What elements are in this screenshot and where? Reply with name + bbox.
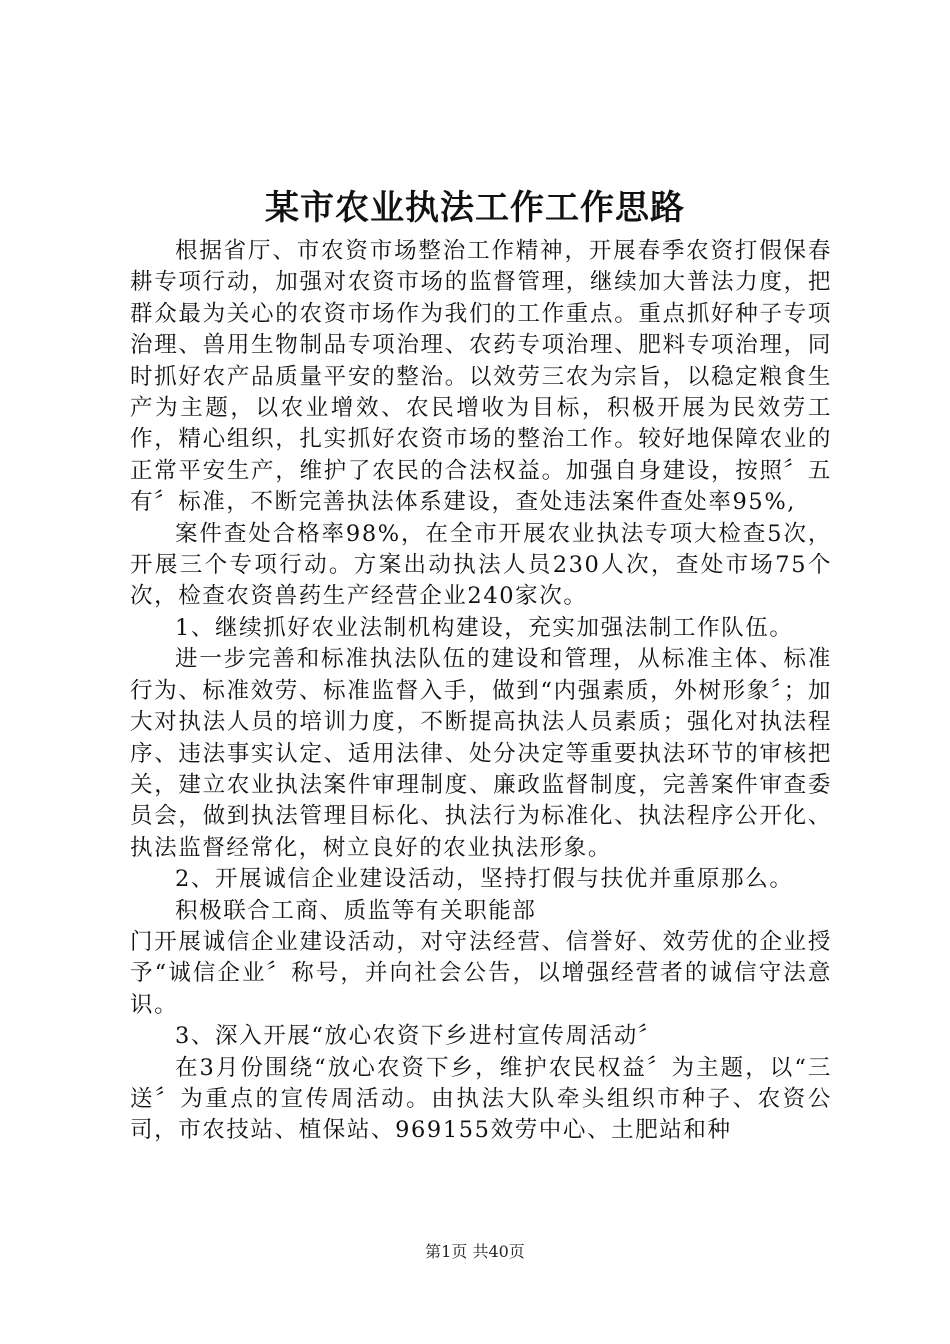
paragraph: 门开展诚信企业建设活动，对守法经营、信誉好、效劳优的企业授予“诚信企业〞称号，并向社会公告，以增强经营者的诚信守法意识。 — [130, 928, 832, 1018]
paragraph: 案件查处合格率98%，在全市开展农业执法专项大检查5次，开展三个专项行动。方案出动执法人员230人次，查处市场75个次，检查农资兽药生产经营企业240家次。 — [130, 520, 832, 610]
document-body — [130, 236, 832, 1147]
paragraph: 3、深入开展“放心农资下乡进村宣传周活动〞 — [175, 1023, 662, 1050]
page-number-footer: 第1页 共40页 — [425, 1242, 525, 1261]
paragraph: 积极联合工商、质监等有关职能部 — [175, 897, 537, 924]
document-title: 某市农业执法工作工作思路 — [265, 188, 685, 228]
paragraph: 在3月份围绕“放心农资下乡，维护农民权益〞为主题，以“三送〞为重点的宣传周活动。由执法大队牵头组织市种子、农资公司，市农技站、植保站、969155效劳中心、土肥站和种 — [130, 1054, 832, 1144]
paragraph: 根据省厅、市农资市场整治工作精神，开展春季农资打假保春耕专项行动，加强对农资市场的监督管理，继续加大普法力度，把群众最为关心的农资市场作为我们的工作重点。重点抓好种子专项治理、兽用生物制品专项治理、农药专项治理、肥料专项治理，同时抓好农产品质量平安的整治。以效劳三农为宗旨，以稳定粮食生产为主题，以农业增效、农民增收为目标，积极开展为民效劳工作，精心组织，扎实抓好农资市场的整治工作。较好地保障农业的正常平安生产，维护了农民的合法权益。加强自身建设，按照〞五有〞标准，不断完善执法体系建设，查处违法案件查处率95%, — [130, 238, 832, 516]
paragraph: 1、继续抓好农业法制机构建设，充实加强法制工作队伍。 — [175, 614, 794, 641]
paragraph: 进一步完善和标准执法队伍的建设和管理，从标准主体、标准行为、标准效劳、标准监督入手，做到“内强素质，外树形象〞；加大对执法人员的培训力度，不断提高执法人员素质；强化对执法程序、违法事实认定、适用法律、处分决定等重要执法环节的审核把关，建立农业执法案件审理制度、廉政监督制度，完善案件审查委员会，做到执法管理目标化、执法行为标准化、执法程序公开化、执法监督经常化，树立良好的农业执法形象。 — [130, 646, 832, 861]
paragraph: 2、开展诚信企业建设活动，坚持打假与扶优并重原那么。 — [175, 866, 794, 893]
